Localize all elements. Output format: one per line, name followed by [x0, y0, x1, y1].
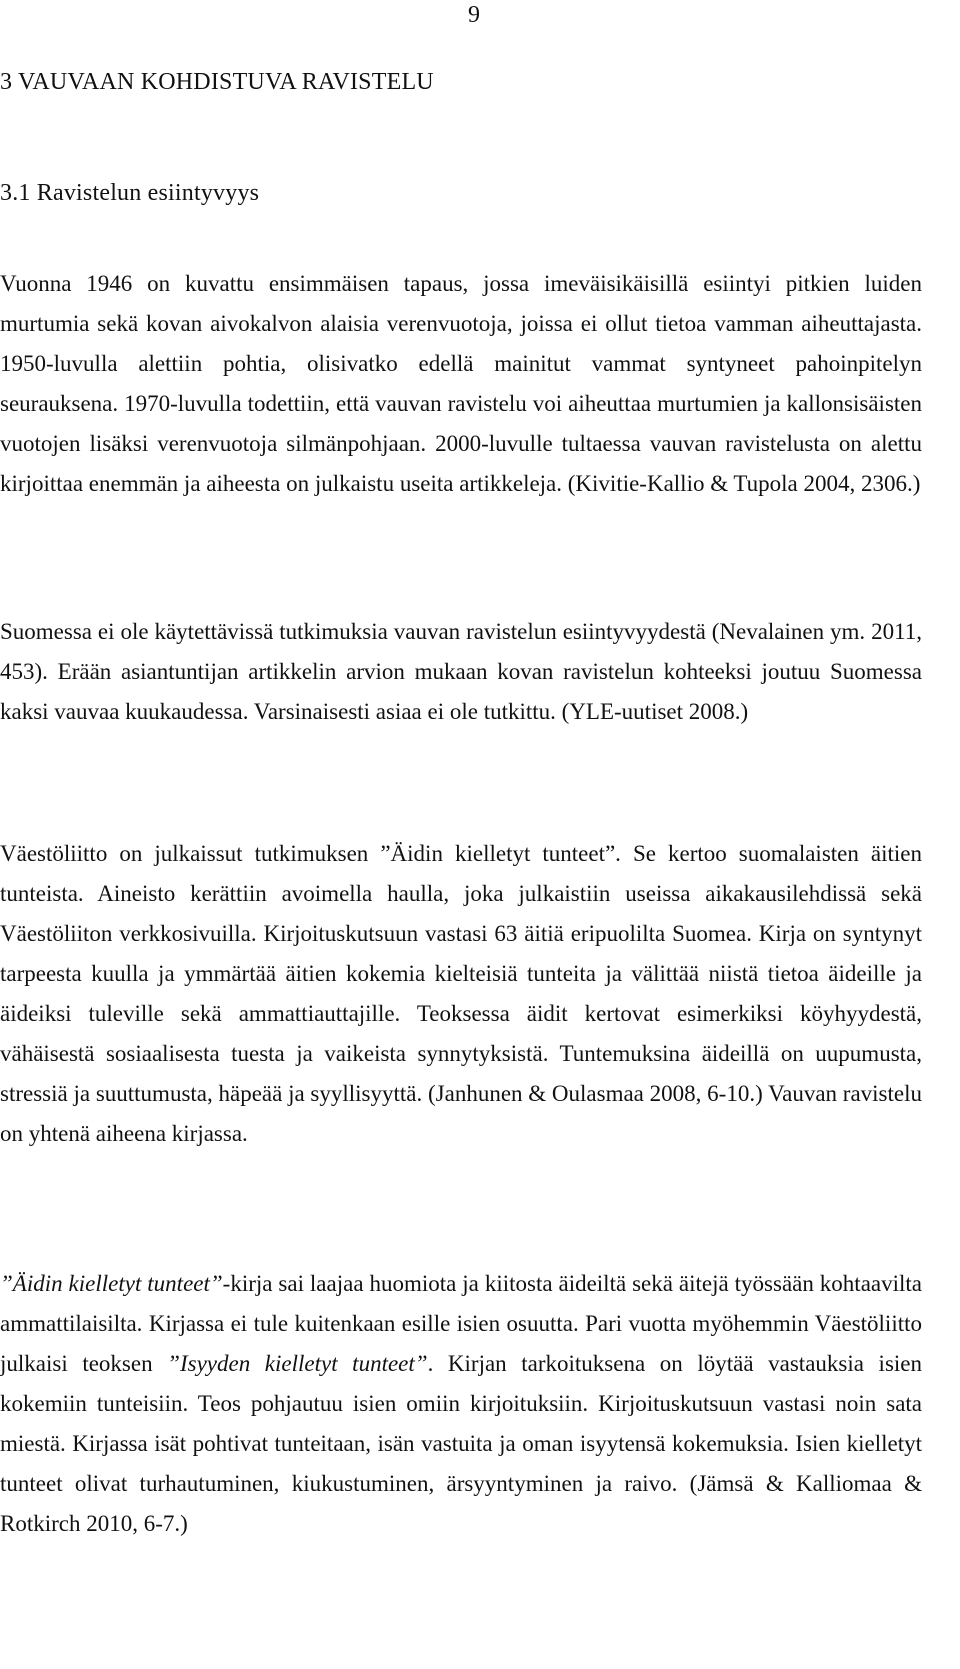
paragraph-mothers-study: Väestöliitto on julkaissut tutkimuksen ”Äidin kielletyt tunteet”. Se kertoo suomalaisten äitien tunteista. Aineisto kerättiin avoimella haulla, joka julkaistiin useissa aikakausilehdissä sekä Väestöliiton verkkosivuilla. Kirjoituskutsuun vastasi 63 äitiä eripuolilta Suomea. Kirja on syntynyt tarpeesta kuulla ja ymmärtää äitien kokemia kielteisiä tunteita ja välittää niistä tietoa äideille ja äideiksi tuleville sekä ammattiauttajille. Teoksessa äidit kertovat esimerkiksi köyhyydestä, vähäisestä sosiaalisesta tuesta ja vaikeista synnytyksistä. Tuntemuksina äideillä on uupumusta, stressiä ja suuttumusta, häpeää ja syyllisyyttä. (Janhunen & Oulasmaa 2008, 6-10.) Vauvan ravistelu on yhtenä aiheena kirjassa.: [0, 841, 922, 1146]
paragraph-finland-prevalence: Suomessa ei ole käytettävissä tutkimuksia vauvan ravistelun esiintyvyydestä (Nevalainen ym. 2011, 453). Erään asiantuntijan artikkelin arvion mukaan kovan ravistelun kohteeksi joutuu Suomessa kaksi vauvaa kuukaudessa. Varsinaisesti asiaa ei ole tutkittu. (YLE-uutiset 2008.): [0, 619, 922, 724]
book-title-fathers: ”Isyyden kielletyt tunteet”: [167, 1351, 428, 1376]
book-title-mothers: ”Äidin kielletyt tunteet”: [0, 1271, 223, 1296]
paragraph-text-part: . Kirjan tarkoituksena on löytää vastauksia isien kokemiin tunteisiin. Teos pohjautuu isien omiin kirjoituksiin. Kirjoituskutsuun vastasi noin sata miestä. Kirjassa isät pohtivat tunteitaan, isän vastuita ja oman isyytensä kokemuksia. Isien kielletyt tunteet olivat turhautuminen, kiukustuminen, ärsyyntyminen ja raivo. (Jämsä & Kalliomaa & Rotkirch 2010, 6-7.): [0, 1351, 922, 1536]
paragraph-fathers-study: [0, 1264, 922, 1544]
paragraph-history: Vuonna 1946 on kuvattu ensimmäisen tapaus, jossa imeväisikäisillä esiintyi pitkien luiden murtumia sekä kovan aivokalvon alaisia verenvuotoja, joissa ei ollut tietoa vamman aiheuttajasta. 1950-luvulla alettiin pohtia, olisivatko edellä mainitut vammat syntyneet pahoinpitelyn seurauksena. 1970-luvulla todettiin, että vauvan ravistelu voi aiheuttaa murtumien ja kallonsisäisten vuotojen lisäksi verenvuotoja silmänpohjaan. 2000-luvulle tultaessa vauvan ravistelusta on alettu kirjoittaa enemmän ja aiheesta on julkaistu useita artikkeleja. (Kivitie-Kallio & Tupola 2004, 2306.): [0, 271, 922, 496]
chapter-heading: 3 VAUVAAN KOHDISTUVA RAVISTELU: [0, 69, 434, 95]
page-number: 9: [468, 2, 480, 28]
section-heading: 3.1 Ravistelun esiintyvyys: [0, 180, 260, 206]
paragraph-text-part: -kirja sai laajaa huomiota ja kiitosta äideiltä sekä äitejä työssään kohtaavilta ammattilaisilta. Kirjassa ei tule kuitenkaan esille isien osuutta. Pari vuotta myöhemmin Väestöliitto julkaisi teoksen: [0, 1271, 922, 1376]
